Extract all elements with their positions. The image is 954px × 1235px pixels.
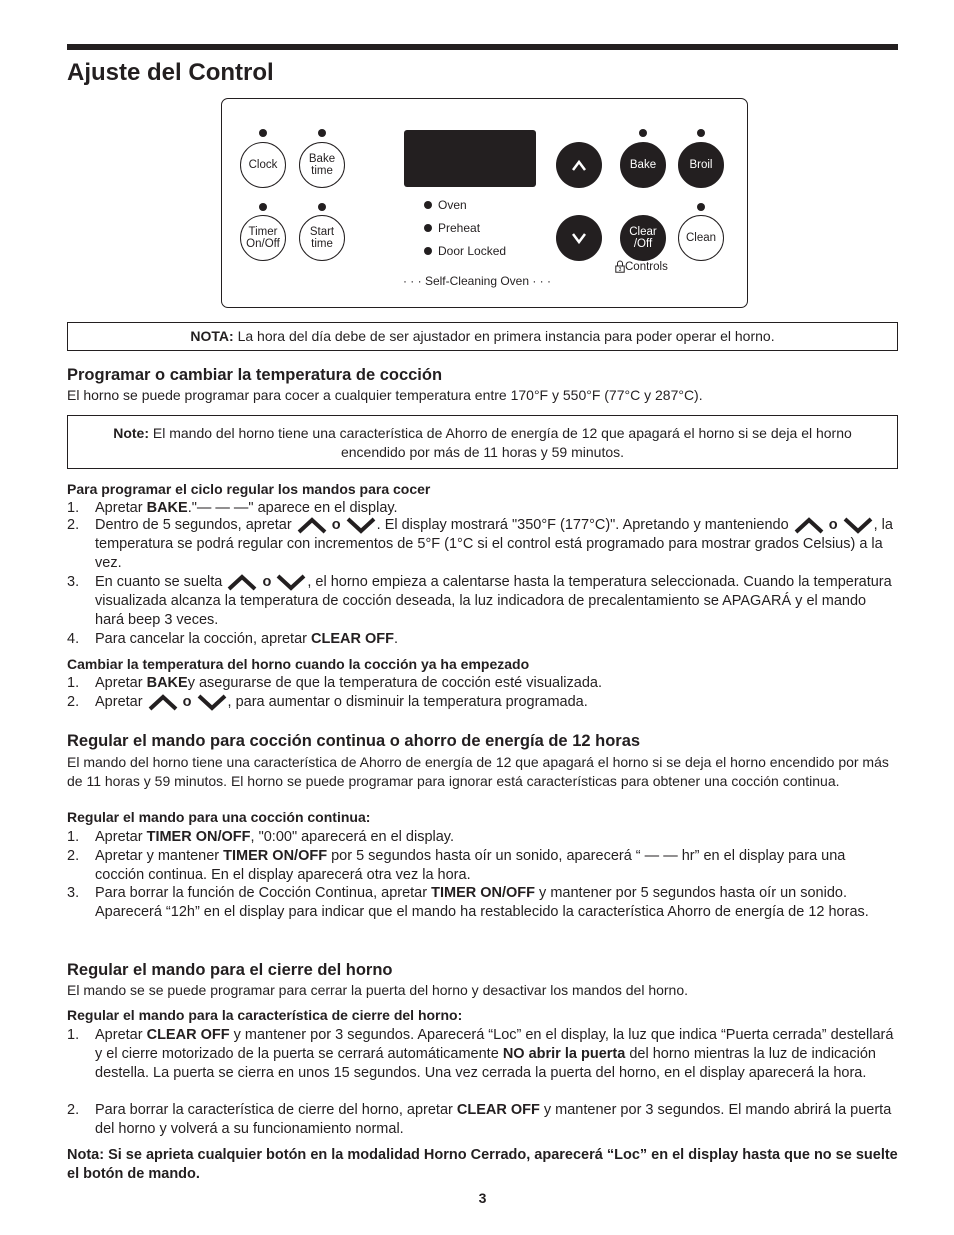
final-note: Nota: Si se aprieta cualquier botón en la modalidad Horno Cerrado, aparecerá “Loc” en el display hasta que no se suelte el botón de mando.: [67, 1147, 898, 1182]
page-number: 3: [478, 1190, 487, 1206]
list-item: 4. Para cancelar la cocción, apretar CLEAR OFF.: [67, 631, 398, 647]
preheat-led: [424, 224, 432, 232]
down-arrow-icon: [556, 215, 602, 261]
up-arrow-button: [556, 142, 602, 188]
lock-icon: [615, 260, 625, 273]
list-item: 2. Apretar o , para aumentar o disminuir la temperatura programada.: [67, 694, 588, 710]
section1-sub2: Cambiar la temperatura del horno cuando la cocción ya ha empezado: [67, 656, 530, 672]
control-panel-diagram: [221, 98, 748, 308]
list-item: 3. En cuanto se suelta o , el horno empieza a calentarse hasta la temperatura seleccionada. Cuando la temperatura visualizada alcanza la temperatura de cocción deseada, la luz indicadora de precalentamiento se APAGARÁ y el mando hará beep 3 veces.: [67, 574, 892, 628]
down-arrow-icon: [345, 516, 377, 534]
down-arrow-icon: [275, 573, 307, 591]
clean-button: Clean: [678, 215, 724, 261]
nota-box: NOTA: La hora del día debe de ser ajustador en primera instancia para poder operar el horno.: [67, 322, 898, 351]
start-time-button: Start time: [299, 215, 345, 261]
section1-sub1: Para programar el ciclo regular los mandos para cocer: [67, 481, 431, 497]
timer-led: [259, 203, 267, 211]
page-title: Ajuste del Control: [67, 59, 274, 86]
section3-intro: El mando se se puede programar para cerrar la puerta del horno y desactivar los mandos del horno.: [67, 982, 689, 998]
section2-intro: El mando del horno tiene una característica de Ahorro de energía de 12 que apagará el horno si se deja el horno encendido por más de 11 horas y 59 minutos. El horno se puede programar para ignorar está características para obtener una cocción continua.: [67, 754, 889, 789]
up-arrow-icon: [296, 516, 328, 534]
oven-led: [424, 201, 432, 209]
note-box: Note: El mando del horno tiene una característica de Ahorro de energía de 12 que apagará el horno si se deja el horno encendido por más de 11 horas y 59 minutos.: [67, 415, 898, 469]
indicator-door-locked: Door Locked: [424, 244, 506, 258]
up-arrow-icon: [147, 693, 179, 711]
list-item: 2. Para borrar la característica de cierre del horno, apretar CLEAR OFF y mantener por 3 segundos. El mando abrirá la puerta del horno y volverá a su funcionamiento normal.: [67, 1102, 892, 1137]
controls-lock-label: 3 Controls: [615, 260, 668, 273]
broil-led: [697, 129, 705, 137]
list-item: 1. Apretar BAKE."— — —" aparece en el display.: [67, 500, 398, 516]
top-rule: [67, 44, 898, 50]
up-arrow-icon: [793, 516, 825, 534]
section1-intro: El horno se puede programar para cocer a cualquier temperatura entre 170°F y 550°F (77°C y 287°C).: [67, 387, 703, 403]
door-locked-led: [424, 247, 432, 255]
indicator-oven: Oven: [424, 198, 467, 212]
list-item: 3. Para borrar la función de Cocción Continua, apretar TIMER ON/OFF y mantener por 5 segundos hasta oír un sonido. Aparecerá “12h” en el display para indicar que el mando ha restablecido la característica Ahorro de energía de 12 horas.: [67, 885, 869, 920]
self-cleaning-label: · · · Self-Cleaning Oven · · ·: [402, 274, 552, 288]
bake-led: [639, 129, 647, 137]
section3-sub: Regular el mando para la característica de cierre del horno:: [67, 1007, 463, 1023]
section1-heading: Programar o cambiar la temperatura de cocción: [67, 366, 443, 384]
section2-sub: Regular el mando para una cocción continua:: [67, 809, 371, 825]
indicator-preheat: Preheat: [424, 221, 480, 235]
list-item: 1. Apretar TIMER ON/OFF, "0:00" aparecerá en el display.: [67, 829, 454, 845]
section3-heading: Regular el mando para el cierre del horno: [67, 961, 393, 979]
timer-onoff-button: Timer On/Off: [240, 215, 286, 261]
section2-heading: Regular el mando para cocción continua o ahorro de energía de 12 horas: [67, 732, 641, 750]
clear-off-button: Clear /Off: [620, 215, 666, 261]
down-arrow-icon: [842, 516, 874, 534]
clean-led: [697, 203, 705, 211]
bake-button: Bake: [620, 142, 666, 188]
broil-button: Broil: [678, 142, 724, 188]
clock-led: [259, 129, 267, 137]
display-screen: [404, 130, 536, 187]
down-arrow-icon: [196, 693, 228, 711]
bake-time-button: Bake time: [299, 142, 345, 188]
list-item: 2. Dentro de 5 segundos, apretar o . El display mostrará "350°F (177°C)". Apretando y manteniendo o , la temperatura se podrá regular con incrementos de 5°F (1°C si el control está programado para mostrar grados Celsius) a la vez.: [67, 517, 893, 571]
up-arrow-icon: [556, 142, 602, 188]
down-arrow-button: [556, 215, 602, 261]
start-time-led: [318, 203, 326, 211]
list-item: 2. Apretar y mantener TIMER ON/OFF por 5 segundos hasta oír un sonido, aparecerá “ — — hr” en el display para una cocción continua. En el display aparecerá otra vez la hora.: [67, 848, 846, 883]
list-item: 1. Apretar CLEAR OFF y mantener por 3 segundos. Aparecerá “Loc” en el display, la luz que indica “Puerta cerrada” destellará y el cierre motorizado de la puerta se cerrará automáticamente NO abrir la puerta del horno mientras la luz de indicación destella. La puerta se cierra en unos 15 segundos. Una vez cerrada la puerta del horno, en el display aparecerá la hora.: [67, 1027, 894, 1081]
bake-time-led: [318, 129, 326, 137]
svg-text:3: 3: [618, 267, 622, 273]
list-item: 1. Apretar BAKEy asegurarse de que la temperatura de cocción esté visualizada.: [67, 675, 602, 691]
up-arrow-icon: [226, 573, 258, 591]
clock-button: Clock: [240, 142, 286, 188]
